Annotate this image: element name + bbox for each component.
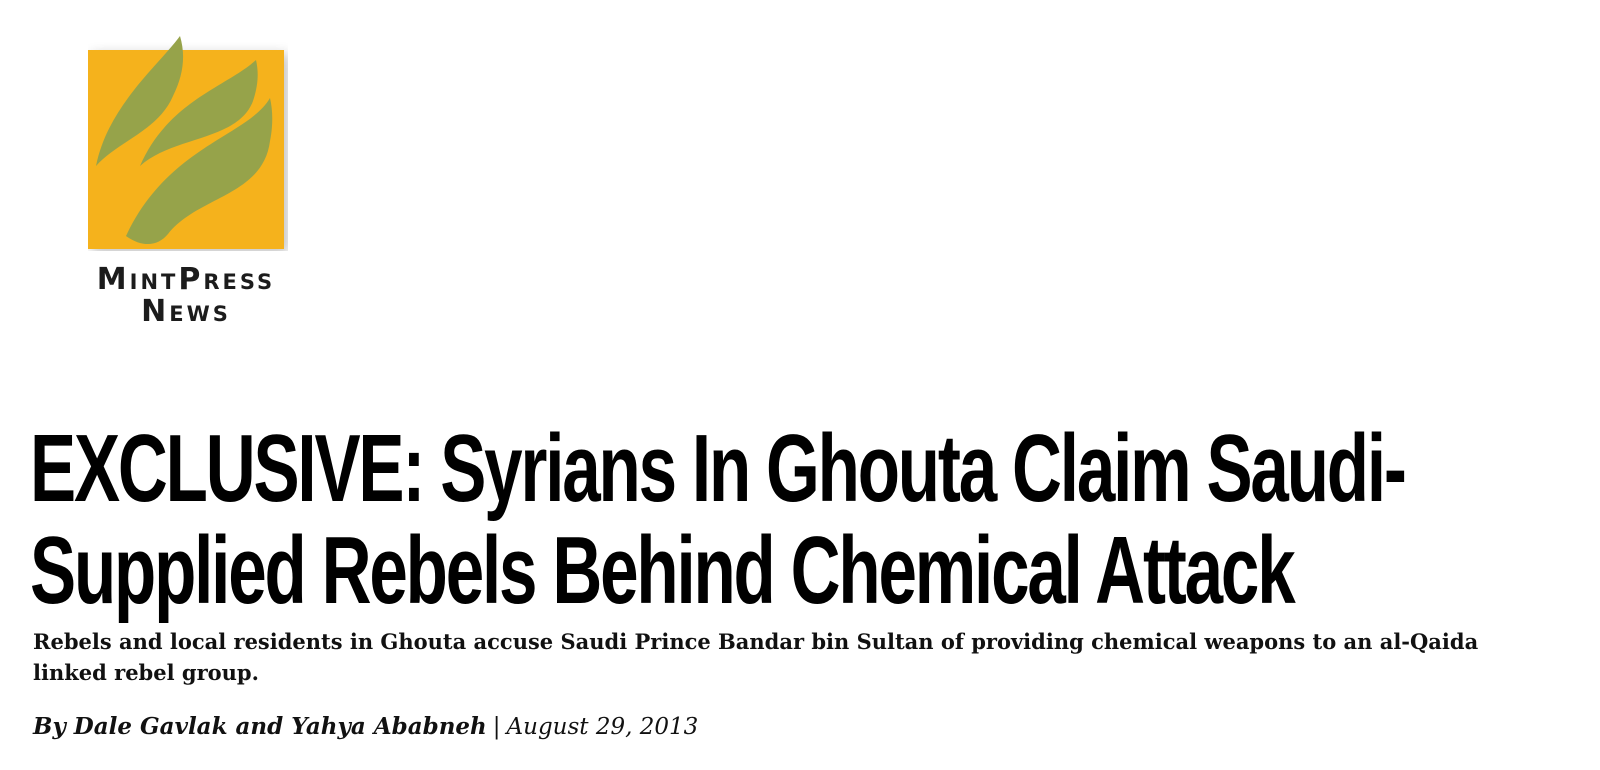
headline-line-2: Supplied Rebels Behind Chemical Attack	[30, 517, 1294, 624]
logo-wordmark	[36, 264, 336, 328]
byline-separator: |	[492, 714, 501, 740]
headline-line-1: EXCLUSIVE: Syrians In Ghouta Claim Saudi-	[30, 415, 1405, 522]
logo-line-2: News	[141, 294, 231, 329]
article-headline	[30, 415, 1405, 624]
article-byline	[33, 712, 698, 742]
site-logo[interactable]	[36, 36, 336, 336]
article-dek: Rebels and local residents in Ghouta accuse Saudi Prince Bandar bin Sultan of providing chemical weapons to an al-Qaida linked rebel group.	[33, 629, 1479, 685]
publish-date: August 29, 2013	[506, 714, 699, 740]
leaf-flame-icon	[88, 36, 288, 251]
logo-line-1: MintPress	[96, 262, 276, 297]
byline-authors[interactable]: By Dale Gavlak and Yahya Ababneh	[33, 713, 487, 740]
